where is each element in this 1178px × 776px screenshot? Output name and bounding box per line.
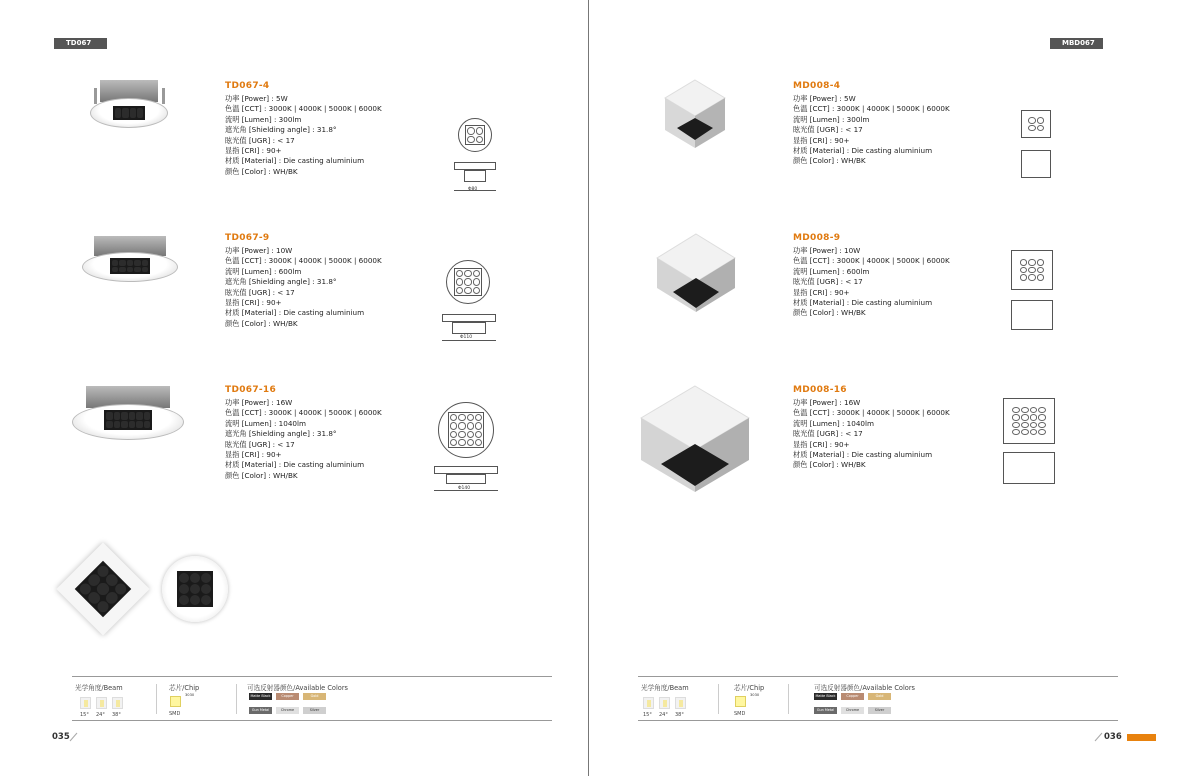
page-number: 035 bbox=[52, 732, 70, 742]
color-swatch-gold: Gold bbox=[303, 693, 326, 700]
color-swatch-chrome: Chrome bbox=[841, 707, 864, 714]
dimension-label: Φ110 bbox=[460, 335, 473, 340]
spec-line: 材质 [Material] : Die casting aluminium bbox=[793, 450, 933, 460]
product-td067-16 bbox=[225, 385, 382, 481]
spec-line: 遮光角 [Shielding angle] : 31.8° bbox=[225, 277, 337, 287]
spec-line: 色温 [CCT] : 3000K | 4000K | 5000K | 6000K bbox=[225, 408, 382, 418]
chip-icon bbox=[735, 696, 746, 707]
technical-drawing-md008-4 bbox=[1017, 106, 1057, 182]
chip-heading: 芯片/Chip bbox=[734, 684, 765, 692]
spec-line: 功率 [Power] : 16W bbox=[225, 398, 293, 407]
colors-heading: 可选反射器颜色/Available Colors bbox=[247, 684, 348, 692]
round-top-view bbox=[162, 556, 228, 622]
product-title: TD067-16 bbox=[225, 385, 277, 395]
diamond-top-view bbox=[56, 542, 149, 635]
spec-line: 色温 [CCT] : 3000K | 4000K | 5000K | 6000K bbox=[793, 104, 950, 114]
product-title: MD008-16 bbox=[793, 385, 847, 395]
beam-heading: 光学角度/Beam bbox=[75, 684, 123, 692]
spec-line: 颜色 [Color] : WH/BK bbox=[225, 470, 298, 480]
color-swatch-copper: Copper bbox=[276, 693, 299, 700]
spec-line: 功率 [Power] : 5W bbox=[793, 94, 856, 103]
spec-line: 功率 [Power] : 10W bbox=[225, 246, 293, 255]
technical-drawing-td067-16 bbox=[426, 402, 510, 494]
spec-line: 色温 [CCT] : 3000K | 4000K | 5000K | 6000K bbox=[793, 256, 950, 266]
dimension-label: Φ140 bbox=[458, 486, 471, 491]
spec-line: 功率 [Power] : 5W bbox=[225, 94, 288, 103]
beam-angle: 15° bbox=[80, 712, 89, 718]
color-swatch-gun-metal: Gun Metal bbox=[249, 707, 272, 714]
spec-line: 遮光角 [Shielding angle] : 31.8° bbox=[225, 429, 337, 439]
chip-code: 3030 bbox=[750, 693, 760, 697]
technical-drawing-td067-4 bbox=[440, 116, 510, 196]
product-title: TD067-9 bbox=[225, 233, 270, 243]
beam-angle: 24° bbox=[96, 712, 105, 718]
spec-line: 眩光值 [UGR] : < 17 bbox=[225, 135, 295, 145]
spec-line: 显指 [CRI] : 90+ bbox=[225, 450, 282, 460]
spec-line: 颜色 [Color] : WH/BK bbox=[793, 156, 866, 166]
product-photo-td067-4 bbox=[88, 78, 170, 132]
spec-line: 颜色 [Color] : WH/BK bbox=[225, 318, 298, 328]
product-title: MD008-9 bbox=[793, 233, 841, 243]
beam-angle: 38° bbox=[112, 712, 121, 718]
spec-line: 材质 [Material] : Die casting aluminium bbox=[793, 298, 933, 308]
spec-line: 显指 [CRI] : 90+ bbox=[793, 439, 850, 449]
colors-heading: 可选反射器颜色/Available Colors bbox=[814, 684, 915, 692]
spec-line: 色温 [CCT] : 3000K | 4000K | 5000K | 6000K bbox=[793, 408, 950, 418]
spec-line: 显指 [CRI] : 90+ bbox=[225, 146, 282, 156]
spec-line: 色温 [CCT] : 3000K | 4000K | 5000K | 6000K bbox=[225, 104, 382, 114]
spec-line: 材质 [Material] : Die casting aluminium bbox=[793, 146, 933, 156]
spec-line: 眩光值 [UGR] : < 17 bbox=[793, 125, 863, 135]
chip-code: 3030 bbox=[185, 693, 195, 697]
product-photo-td067-9 bbox=[80, 236, 180, 284]
chip-label: SMD bbox=[734, 711, 746, 717]
spec-line: 眩光值 [UGR] : < 17 bbox=[793, 429, 863, 439]
beam-angle: 24° bbox=[659, 712, 668, 718]
right-page bbox=[589, 0, 1178, 776]
page-number: 036 bbox=[1104, 732, 1122, 742]
technical-drawing-md008-9 bbox=[1007, 246, 1059, 336]
beam-angle: 38° bbox=[675, 712, 684, 718]
spec-line: 材质 [Material] : Die casting aluminium bbox=[225, 156, 365, 166]
spec-line: 颜色 [Color] : WH/BK bbox=[225, 166, 298, 176]
spec-line: 显指 [CRI] : 90+ bbox=[793, 135, 850, 145]
product-photo-md008-9 bbox=[655, 232, 737, 314]
color-swatch-gun-metal: Gun Metal bbox=[814, 707, 837, 714]
spec-line: 流明 [Lumen] : 1040lm bbox=[793, 418, 874, 428]
spec-line: 流明 [Lumen] : 300lm bbox=[225, 114, 302, 124]
spec-line: 材质 [Material] : Die casting aluminium bbox=[225, 308, 365, 318]
series-tag: MBD067 bbox=[1050, 38, 1103, 49]
color-swatch-silver: Silver bbox=[303, 707, 326, 714]
spec-line: 颜色 [Color] : WH/BK bbox=[793, 460, 866, 470]
spec-line: 流明 [Lumen] : 600lm bbox=[793, 266, 870, 276]
page-accent-bar bbox=[1127, 734, 1156, 741]
technical-drawing-td067-9 bbox=[434, 258, 510, 346]
spec-line: 流明 [Lumen] : 300lm bbox=[793, 114, 870, 124]
color-swatch-copper: Copper bbox=[841, 693, 864, 700]
spec-line: 颜色 [Color] : WH/BK bbox=[793, 308, 866, 318]
spec-line: 色温 [CCT] : 3000K | 4000K | 5000K | 6000K bbox=[225, 256, 382, 266]
spec-line: 眩光值 [UGR] : < 17 bbox=[225, 287, 295, 297]
product-title: TD067-4 bbox=[225, 81, 270, 91]
product-td067-9 bbox=[225, 233, 382, 329]
spec-line: 材质 [Material] : Die casting aluminium bbox=[225, 460, 365, 470]
spec-line: 显指 [CRI] : 90+ bbox=[793, 287, 850, 297]
color-swatch-chrome: Chrome bbox=[276, 707, 299, 714]
technical-drawing-md008-16 bbox=[999, 394, 1059, 490]
spec-line: 功率 [Power] : 16W bbox=[793, 398, 861, 407]
product-md008-4 bbox=[793, 81, 950, 167]
spec-line: 眩光值 [UGR] : < 17 bbox=[225, 439, 295, 449]
product-photo-md008-16 bbox=[639, 384, 751, 494]
color-swatch-gold: Gold bbox=[868, 693, 891, 700]
product-td067-4 bbox=[225, 81, 382, 177]
series-tag: TD067 bbox=[54, 38, 107, 49]
color-swatch-matte-black: Matte Black bbox=[815, 694, 836, 698]
product-title: MD008-4 bbox=[793, 81, 841, 91]
product-md008-9 bbox=[793, 233, 950, 319]
beam-angle: 15° bbox=[643, 712, 652, 718]
product-md008-16 bbox=[793, 385, 950, 471]
spec-line: 流明 [Lumen] : 600lm bbox=[225, 266, 302, 276]
spec-line: 流明 [Lumen] : 1040lm bbox=[225, 418, 306, 428]
spec-line: 功率 [Power] : 10W bbox=[793, 246, 861, 255]
left-page bbox=[0, 0, 588, 776]
chip-heading: 芯片/Chip bbox=[169, 684, 200, 692]
dimension-label: Φ80 bbox=[468, 187, 478, 192]
product-photo-md008-4 bbox=[663, 78, 727, 150]
slash-icon bbox=[1094, 732, 1103, 742]
product-photo-td067-16 bbox=[70, 386, 186, 442]
spec-line: 显指 [CRI] : 90+ bbox=[225, 298, 282, 308]
chip-label: SMD bbox=[169, 711, 181, 717]
color-swatch-silver: Silver bbox=[868, 707, 891, 714]
beam-heading: 光学角度/Beam bbox=[641, 684, 689, 692]
color-swatch-matte-black: Matte Black bbox=[250, 694, 271, 698]
chip-icon bbox=[170, 696, 181, 707]
spec-line: 遮光角 [Shielding angle] : 31.8° bbox=[225, 125, 337, 135]
spec-line: 眩光值 [UGR] : < 17 bbox=[793, 277, 863, 287]
slash-icon bbox=[69, 732, 78, 742]
